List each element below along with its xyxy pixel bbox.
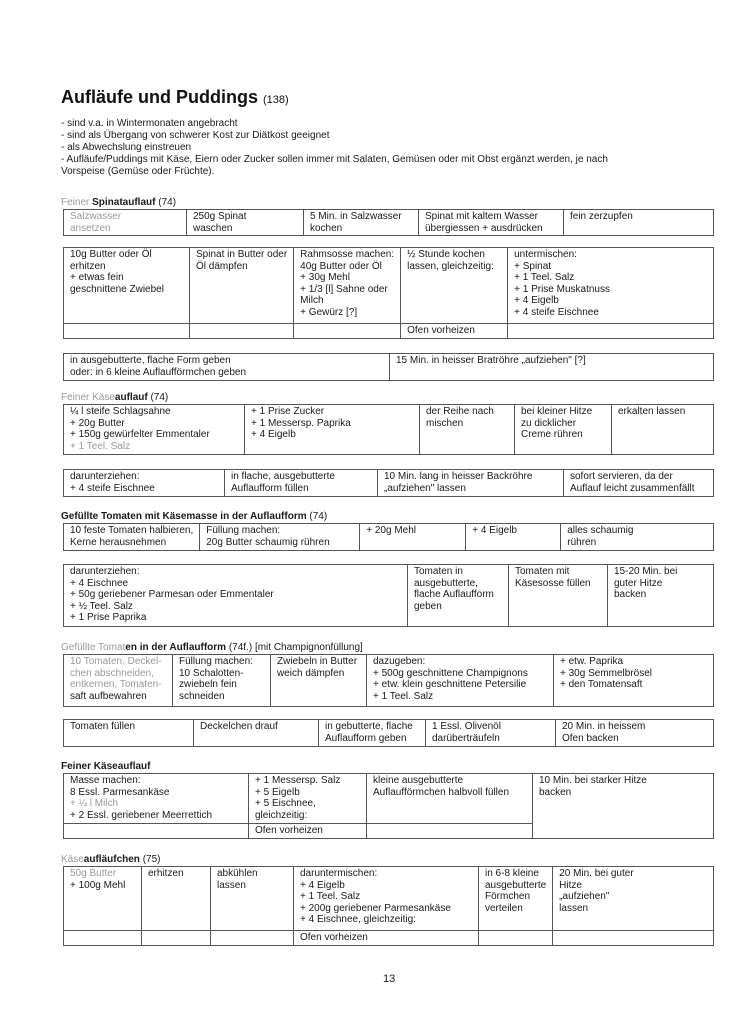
intro-item: - als Abwechslung einstreuen (61, 142, 192, 153)
table-cell (271, 655, 367, 707)
cell-text: + 30g Semmelbrösel (560, 667, 652, 679)
cell-text: Auflaufform geben (325, 732, 407, 744)
cell-text: 10 Min. bei starker Hitze (539, 775, 647, 786)
cell-text: + 20g Butter (70, 417, 125, 429)
cell-text: + den Tomatensaft (560, 679, 643, 690)
cell-text: Auflauf leicht zusammenfällt (570, 482, 695, 494)
cell-text: darunterziehen: (70, 471, 140, 482)
table-cell (556, 720, 714, 747)
cell-text: ¼ l steife Schlagsahne (70, 406, 171, 417)
table-cell (64, 324, 190, 339)
cell-text: erkalten lassen (618, 406, 686, 417)
cell-text: ansetzen (70, 222, 111, 234)
table-cell (304, 210, 419, 236)
cell-text: + 5 Eischnee, (255, 798, 316, 809)
table-cell (64, 867, 142, 931)
cell-text: lassen, gleichzeitig: (407, 260, 494, 272)
cell-text: 50g Butter (70, 868, 117, 879)
table-cell (294, 324, 401, 339)
table-cell (64, 931, 142, 946)
table-cell (479, 867, 553, 931)
table-cell (64, 248, 190, 324)
cell-text: 250g Spinat (193, 211, 247, 222)
cell-text: + 1 Prise Zucker (251, 406, 325, 417)
table-cell (64, 824, 249, 839)
section-title-spinatauflauf (61, 197, 176, 209)
table-cell (64, 470, 225, 497)
cell-text: Zwiebeln in Butter (277, 656, 358, 667)
table-cell (294, 931, 479, 946)
cell-text: + 1/3 [l] Sahne oder (300, 283, 388, 295)
intro-item: Vorspeise (Gemüse oder Früchte). (61, 166, 215, 177)
cell-text: in 6-8 kleine (485, 868, 539, 879)
cell-text: Gefüllte Tomat (61, 642, 126, 653)
table-cell (612, 405, 714, 455)
cell-text: entkernen, Tomaten- (70, 679, 162, 690)
cell-text: lassen (217, 879, 246, 891)
table-cell (211, 931, 294, 946)
intro-item: - Aufläufe/Puddings mit Käse, Eiern oder Zucker sollen immer mit Salaten, Gemüsen oder mit Obst ergänzt werden, je nach (61, 154, 608, 165)
cell-text: + etw. Paprika (560, 656, 624, 667)
title-part: Feiner (61, 197, 93, 208)
table-cell (408, 565, 509, 627)
cell-text: + etwas fein (70, 272, 124, 283)
cell-text: Ofen vorheizen (300, 932, 368, 943)
cell-text: chen abschneiden, (70, 667, 154, 679)
cell-text: Hitze (559, 879, 582, 891)
cell-text: kochen (310, 222, 343, 234)
cell-text: abkühlen (217, 868, 258, 879)
title-part: (74) (155, 197, 177, 208)
cell-text: fein zerzupfen (570, 211, 633, 222)
page-number: 13 (383, 973, 396, 985)
intro-item: - sind als Übergang von schwerer Kost zur Diätkost geeignet (61, 130, 330, 141)
table-cell (508, 248, 714, 324)
table-cell (367, 655, 554, 707)
cell-text: verteilen (485, 902, 523, 914)
cell-text: Salzwasser (70, 211, 122, 222)
table-cell (64, 565, 408, 627)
table-cell (187, 210, 304, 236)
cell-text: 1 Essl. Olivenöl (432, 721, 501, 732)
cell-text: + 1 Prise Paprika (70, 612, 147, 623)
cell-text: weich dämpfen (277, 667, 345, 679)
cell-text: Deckelchen drauf (200, 721, 278, 732)
table-cell (294, 867, 479, 931)
cell-text: + 4 Eigelb (300, 879, 345, 891)
cell-text: + 1 Teel. Salz (514, 272, 575, 283)
cell-text: Tomaten in (414, 566, 463, 577)
cell-text: oder: in 6 kleine Auflaufförmchen geben (70, 366, 247, 378)
table-cell (554, 655, 714, 707)
cell-text: Käse (61, 854, 84, 865)
cell-text: 20 Min. in heissem (562, 721, 646, 732)
table-cell (564, 470, 714, 497)
table-cell (390, 354, 714, 381)
recipe-table (63, 404, 714, 455)
table-cell (64, 354, 390, 381)
cell-text: Feiner Käse (61, 392, 115, 403)
cell-text: (74) (306, 511, 328, 522)
cell-text: + 100g Mehl (70, 879, 126, 891)
cell-text: Füllung machen: (206, 525, 281, 536)
cell-text: gleichzeitig: (255, 809, 308, 821)
cell-text: Ofen vorheizen (255, 825, 323, 836)
table-cell (367, 824, 533, 839)
table-cell (466, 524, 561, 551)
table-cell (245, 405, 420, 455)
cell-text: erhitzen (70, 260, 106, 272)
cell-text: ausgebutterte (485, 879, 547, 891)
table-cell (173, 655, 271, 707)
cell-text: 10 Schalotten- (179, 667, 244, 679)
recipe-table (63, 469, 714, 497)
table-cell (401, 324, 508, 339)
table-cell (419, 210, 564, 236)
table-cell (553, 867, 714, 931)
cell-text: + 50g geriebener Parmesan oder Emmentaler (70, 589, 274, 600)
cell-text: in ausgebutterte, flache Form geben (70, 355, 231, 366)
cell-text: Auflaufförmchen halbvoll füllen (373, 786, 510, 798)
cell-text: + 1 Teel. Salz (300, 891, 361, 902)
cell-text: Füllung machen: (179, 656, 253, 667)
table-cell (225, 470, 378, 497)
cell-text: + 2 Essl. geriebener Meerrettich (70, 809, 213, 821)
cell-text: ½ Stunde kochen (407, 249, 485, 260)
cell-text: daruntermischen: (300, 868, 378, 879)
cell-text: + 1 Teel. Salz (373, 690, 434, 702)
cell-text: + 150g gewürfelter Emmentaler (70, 429, 210, 440)
cell-text: erhitzen (148, 868, 184, 879)
cell-text: + 20g Mehl (366, 525, 416, 536)
cell-text: 10 Min. lang in heisser Backröhre (384, 471, 533, 482)
cell-text: „aufziehen" lassen (384, 482, 466, 494)
cell-text: Auflaufform füllen (231, 482, 309, 494)
cell-text: Milch (300, 295, 324, 306)
recipe-table (63, 773, 714, 839)
cell-text: + 5 Eigelb (255, 786, 300, 798)
title-text: Aufläufe und Puddings (61, 87, 258, 107)
cell-text: + 1 Messersp. Salz (255, 775, 341, 786)
table-cell (64, 210, 187, 236)
table-cell (561, 524, 714, 551)
cell-text: saft aufbewahren (70, 690, 147, 702)
cell-text: + 4 Eischnee, gleichzeitig: (300, 914, 416, 925)
table-cell (319, 720, 426, 747)
table-cell (294, 248, 401, 324)
recipe-table (63, 654, 714, 707)
cell-text: (75) (139, 854, 161, 865)
table-cell (64, 774, 249, 824)
recipe-table (63, 719, 714, 747)
cell-text: en in der Auflaufform (125, 642, 227, 653)
section-title-kaeseauflauf-74 (61, 392, 168, 404)
table-cell (360, 524, 466, 551)
table-cell (190, 324, 294, 339)
cell-text: mischen (426, 417, 464, 429)
cell-text: 15-20 Min. bei (614, 566, 678, 577)
page-title (61, 87, 289, 108)
cell-text: waschen (193, 222, 233, 234)
cell-text: Ofen backen (562, 732, 619, 744)
table-cell (420, 405, 515, 455)
cell-text: Gefüllte Tomaten mit Käsemasse in der Auflaufform (61, 511, 307, 522)
cell-text: 10 feste Tomaten halbieren, (70, 525, 194, 536)
cell-text: Förmchen (485, 891, 531, 902)
cell-text: übergiessen + ausdrücken (425, 222, 543, 234)
title-part: Spinatauflauf (92, 197, 156, 208)
table-cell (479, 931, 553, 946)
cell-text: der Reihe nach (426, 406, 494, 417)
cell-text: + 4 Eigelb (472, 525, 517, 536)
table-cell (64, 524, 200, 551)
recipe-table (63, 564, 714, 627)
cell-text: Tomaten mit (515, 566, 570, 577)
cell-text: + 30g Mehl (300, 272, 350, 283)
cell-text: + ½ Teel. Salz (70, 600, 133, 612)
table-cell (608, 565, 714, 627)
cell-text: bei kleiner Hitze (521, 406, 593, 417)
cell-text: Käsesosse füllen (515, 577, 591, 589)
cell-text: + 1 Teel. Salz (70, 440, 131, 452)
cell-text: (74f.) [mit Champignonfüllung] (226, 642, 363, 653)
cell-text: Masse machen: (70, 775, 141, 786)
section-title-tomaten-kaesemasse (61, 511, 327, 523)
cell-text: darüberträufeln (432, 732, 500, 744)
cell-text: 20g Butter schaumig rühren (206, 536, 330, 548)
cell-text: in gebutterte, flache (325, 721, 413, 732)
cell-text: + 500g geschnittene Champignons (373, 667, 528, 679)
cell-text: geschnittene Zwiebel (70, 283, 164, 295)
recipe-table (63, 353, 714, 381)
cell-text: + 4 Eigelb (251, 429, 296, 440)
table-cell (64, 405, 245, 455)
cell-text: aufläufchen (83, 854, 140, 865)
cell-text: flache Auflaufform (414, 589, 494, 600)
cell-text: geben (414, 600, 442, 612)
table-cell (508, 324, 714, 339)
cell-text: alles schaumig (567, 525, 634, 536)
table-cell (378, 470, 564, 497)
cell-text: untermischen: (514, 249, 577, 260)
cell-text: + 4 Eigelb (514, 295, 559, 306)
table-cell (64, 655, 173, 707)
table-cell (194, 720, 319, 747)
cell-text: Kerne herausnehmen (70, 536, 167, 548)
cell-text: Rahmsosse machen: (300, 249, 395, 260)
cell-text: lassen (559, 902, 589, 914)
cell-text: backen (614, 589, 647, 600)
cell-text: zu dicklicher (521, 417, 577, 429)
cell-text: + etw. klein geschnittene Petersilie (373, 679, 527, 690)
table-cell (249, 824, 367, 839)
cell-text: + 1 Messersp. Paprika (251, 417, 351, 429)
cell-text: in flache, ausgebutterte (231, 471, 335, 482)
section-title-tomaten-champignon (61, 642, 363, 654)
cell-text: + Spinat (514, 260, 552, 272)
cell-text: + 200g geriebener Parmesankäse (300, 902, 451, 914)
title-ref: (138) (263, 94, 289, 106)
table-cell (367, 774, 533, 824)
section-title-feiner-kaeseauflauf (61, 761, 150, 773)
cell-text: 40g Butter oder Öl (300, 260, 382, 272)
table-cell (200, 524, 360, 551)
table-cell (426, 720, 556, 747)
table-cell (509, 565, 608, 627)
cell-text: Ofen vorheizen (407, 325, 475, 336)
table-cell (533, 774, 714, 839)
cell-text: backen (539, 786, 572, 798)
cell-text: 10g Butter oder Öl (70, 249, 152, 260)
table-cell (142, 867, 211, 931)
recipe-table (63, 866, 714, 946)
intro-item: - sind v.a. in Wintermonaten angebracht (61, 118, 238, 129)
cell-text: 20 Min. bei guter (559, 868, 634, 879)
cell-text: Creme rühren (521, 429, 583, 440)
cell-text: guter Hitze (614, 577, 663, 589)
cell-text: 10 Tomaten, Deckel- (70, 656, 162, 667)
cell-text: schneiden (179, 690, 225, 702)
cell-text: + ¼ l Milch (70, 798, 119, 809)
cell-text: 15 Min. in heisser Bratröhre „aufziehen" [?] (396, 355, 586, 366)
cell-text: + 4 Eischnee (70, 577, 129, 589)
table-cell (211, 867, 294, 931)
cell-text: + 1 Prise Muskatnuss (514, 283, 610, 295)
table-cell (249, 774, 367, 824)
cell-text: Feiner Käseauflauf (61, 761, 151, 772)
table-cell (64, 720, 194, 747)
table-cell (564, 210, 714, 236)
cell-text: + 4 steife Eischnee (70, 482, 155, 494)
cell-text: Öl dämpfen (196, 260, 248, 272)
intro-list (61, 118, 721, 178)
cell-text: rühren (567, 536, 597, 548)
cell-text: zwiebeln fein (179, 679, 237, 690)
cell-text: darunterziehen: (70, 566, 140, 577)
cell-text: Spinat in Butter oder (196, 249, 288, 260)
table-cell (142, 931, 211, 946)
cell-text: 5 Min. in Salzwasser (310, 211, 402, 222)
cell-text: 8 Essl. Parmesankäse (70, 786, 170, 798)
cell-text: kleine ausgebutterte (373, 775, 464, 786)
cell-text: Tomaten füllen (70, 721, 136, 732)
cell-text: + 4 steife Eischnee (514, 306, 599, 318)
table-cell (553, 931, 714, 946)
recipe-table (63, 523, 714, 551)
section-title-kaeseauflaeufchen (61, 854, 160, 866)
cell-text: + Gewürz [?] (300, 306, 358, 318)
table-cell (515, 405, 612, 455)
cell-text: Spinat mit kaltem Wasser (425, 211, 538, 222)
cell-text: „aufziehen" (559, 891, 610, 902)
cell-text: sofort servieren, da der (570, 471, 673, 482)
recipe-table (63, 209, 714, 236)
cell-text: (74) (147, 392, 169, 403)
recipe-table (63, 247, 714, 339)
table-cell (190, 248, 294, 324)
table-cell (401, 248, 508, 324)
cell-text: auflauf (114, 392, 148, 403)
cell-text: dazugeben: (373, 656, 426, 667)
cell-text: ausgebutterte, (414, 577, 478, 589)
